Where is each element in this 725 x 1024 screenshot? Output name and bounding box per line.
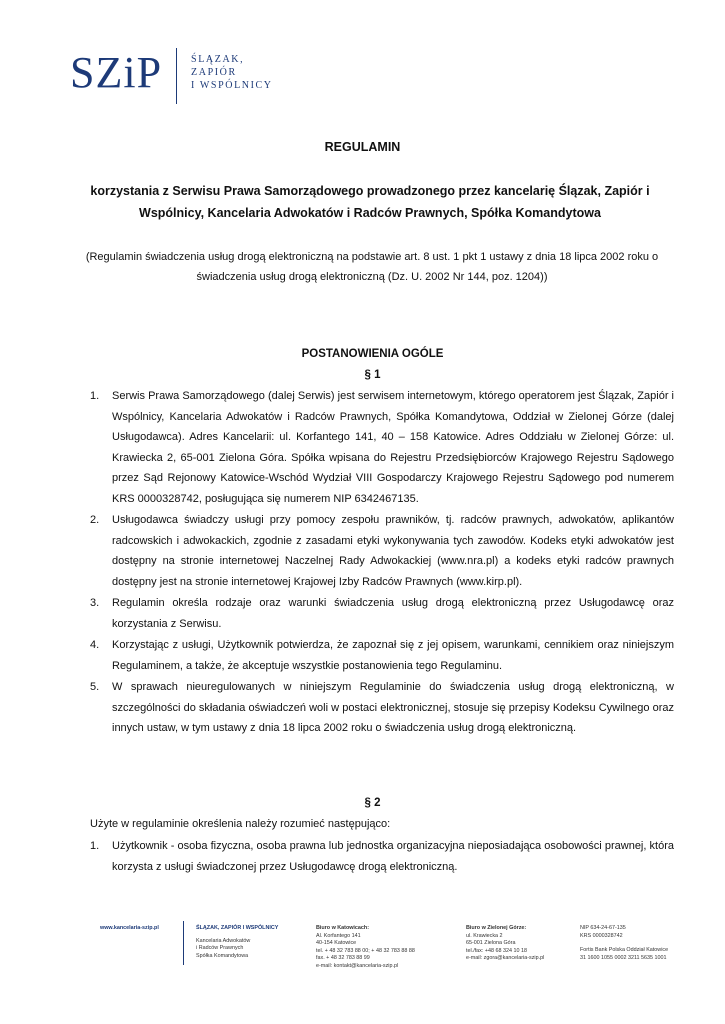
footer-firm: ŚLĄZAK, ZAPIÓR I WSPÓLNICY Kancelaria Adwokatów i Radców Prawnych Spółka Komandytowa bbox=[196, 925, 279, 959]
footer-registration: NIP 634-24-67-135 KRS 0000328742 Fortis Bank Polska Oddział Katowice 31 1600 1055 0002 3211 5635 1001 bbox=[580, 925, 669, 961]
paragraph-1-list bbox=[90, 386, 674, 740]
footer-website: www.kancelaria-szip.pl bbox=[100, 925, 159, 931]
paragraph-2-intro: Użyte w regulaminie określenia należy rozumieć następująco: bbox=[90, 818, 391, 830]
logo-mark: SZiP bbox=[70, 48, 163, 97]
document-title: REGULAMIN bbox=[324, 140, 401, 154]
footer-divider bbox=[183, 921, 184, 965]
list-item: 2. Usługodawca świadczy usługi przy pomocy zespołu prawników, tj. radców prawnych, adwokatów, aplikantów radcowskich i adwokackich, zgodnie z zasadami etyki wykonywania tych zawodów. Kodeks etyki adwokatów jest dostępny na stronie internetowej Naczelnej Rady Adwokackiej (www.nra.pl) a kodeks etyki radców prawnych dostępny jest na stronie internetowej Krajowej Izby Radców Prawnych (www.kirp.pl). bbox=[90, 514, 674, 588]
list-item: 1. Serwis Prawa Samorządowego (dalej Serwis) jest serwisem internetowym, którego operatorem jest Ślązak, Zapiór i Wspólnicy, Kancelaria Adwokatów i Radców Prawnych, Spółka Komandytowa, Oddział w Zielonej Górze (dalej Usługodawca). Adres Kancelarii: ul. Korfantego 141, 40 – 158 Katowice. Adres Oddziału w Zielonej Górze: ul. Krawiecka 2, 65-001 Zielona Góra. Spółka wpisana do Rejestru Przedsiębiorców Krajowego Rejestru Sądowego przez Sąd Rejonowy Katowice-Wschód Wydział VIII Gospodarczy Krajowego Rejestru Sądowego pod numerem KRS 0000328742, posługująca się numerem NIP 6342467135. bbox=[90, 390, 674, 505]
page-footer bbox=[100, 925, 690, 985]
company-logo bbox=[70, 50, 273, 104]
footer-katowice-office: Biuro w Katowicach: Al. Korfantego 141 40-154 Katowice tel. + 48 32 783 88 00; + 48 32 783 88 88 fax. + 48 32 783 88 99 e-mail: kontakt@kancelaria-szip.pl bbox=[316, 925, 415, 969]
list-item: 4. Korzystając z usługi, Użytkownik potwierdza, że zapoznał się z jej opisem, warunkami, cennikiem oraz niniejszym Regulaminem, a także, że akceptuje wszystkie postanowienia tego Regulaminu. bbox=[90, 639, 674, 672]
logo-text: ŚLĄZAK, ZAPIÓR I WSPÓLNICY bbox=[191, 54, 273, 91]
footer-zielona-gora-office: Biuro w Zielonej Górze: ul. Krawiecka 2 65-001 Zielona Góra tel./fax: +48 68 324 10 18 e-mail: zgora@kancelaria-szip.pl bbox=[466, 925, 545, 962]
list-item: 5. W sprawach nieuregulowanych w niniejszym Regulaminie do świadczenia usług drogą elektroniczną, w szczególności do składania oświadczeń woli w postaci elektronicznej, stosuje się przepisy Kodeksu Cywilnego oraz innych ustaw, w tym ustawy z dnia 18 lipca 2002 roku o świadczenia usług drogą elektroniczną. bbox=[90, 681, 674, 734]
list-item: 1. Użytkownik - osoba fizyczna, osoba prawna lub jednostka organizacyjna nieposiadająca osobowości prawnej, która korzysta z usługi świadczonej przez Usługodawcę drogą elektroniczną. bbox=[90, 840, 674, 873]
legal-basis-note: (Regulamin świadczenia usług drogą elektroniczną na podstawie art. 8 ust. 1 pkt 1 ustawy z dnia 18 lipca 2002 roku o świadczenia usług drogą elektroniczną (Dz. U. 2002 Nr 144, poz. 1204)) bbox=[85, 251, 659, 283]
paragraph-2-heading: § 2 bbox=[364, 797, 381, 809]
logo-divider bbox=[176, 48, 177, 104]
paragraph-2-list bbox=[90, 836, 674, 878]
section-heading: POSTANOWIENIA OGÓLE bbox=[301, 348, 444, 360]
document-subtitle: korzystania z Serwisu Prawa Samorządowego prowadzonego przez kancelarię Ślązak, Zapiór i Wspólnicy, Kancelaria Adwokatów i Radców Prawnych, Spółka Komandytowa bbox=[90, 184, 650, 220]
list-item: 3. Regulamin określa rodzaje oraz warunki świadczenia usług drogą elektroniczną przez Usługodawcę oraz korzystania z Serwisu. bbox=[90, 597, 674, 630]
paragraph-1-heading: § 1 bbox=[364, 369, 381, 381]
